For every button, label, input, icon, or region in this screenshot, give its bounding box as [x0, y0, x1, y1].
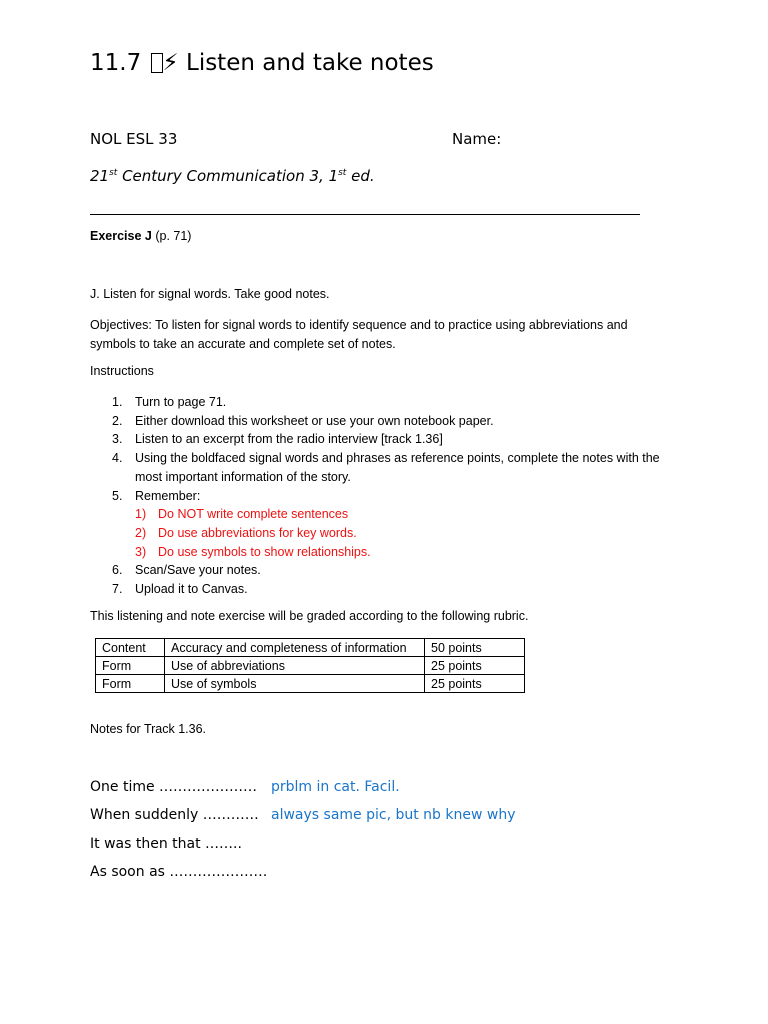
table-cell: 25 points [425, 675, 525, 693]
reminder-item [90, 543, 680, 562]
reminder-number: 3) [135, 544, 147, 559]
table-cell: Form [96, 657, 165, 675]
list-text: Upload it to Canvas. [135, 582, 248, 597]
list-item [90, 412, 680, 431]
table-cell: Content [96, 639, 165, 657]
title-text: Listen and take notes [186, 50, 434, 76]
reminder-text: Do use symbols to show relationships. [158, 544, 371, 559]
list-number: 3. [112, 432, 123, 447]
list-number: 5. [112, 488, 123, 503]
list-number: 6. [112, 563, 123, 578]
course-code: NOL ESL 33 [90, 130, 178, 148]
table-cell: Form [96, 675, 165, 693]
rubric-table [95, 638, 525, 693]
book-middle: Century Communication 3, 1 [117, 167, 339, 185]
name-label: Name: [452, 130, 502, 148]
table-cell: Use of abbreviations [165, 657, 425, 675]
reminder-number: 2) [135, 525, 147, 540]
notes-heading: Notes for Track 1.36. [90, 722, 207, 736]
instructions-label: Instructions [90, 364, 154, 378]
reminder-item [90, 505, 680, 524]
table-cell: Accuracy and completeness of information [165, 639, 425, 657]
list-text: Using the boldfaced signal words and phrases as reference points, complete the notes with the most important information of the story. [135, 451, 660, 484]
list-number: 4. [112, 451, 123, 466]
page-title [90, 48, 434, 78]
table-row [96, 639, 525, 657]
reminder-number: 1) [135, 507, 147, 522]
note-prompt: One time ………………… [90, 779, 258, 795]
list-text: Remember: [135, 488, 201, 503]
instructions-list [90, 393, 680, 599]
list-item [90, 449, 680, 486]
exercise-intro: J. Listen for signal words. Take good notes. [90, 287, 330, 301]
divider-line [90, 214, 640, 215]
book-sup-2: st [338, 168, 347, 178]
grading-text: This listening and note exercise will be graded according to the following rubric. [90, 609, 529, 623]
list-text: Scan/Save your notes. [135, 563, 261, 578]
lightning-icon: ⚡ [162, 50, 179, 76]
textbook-title [90, 167, 375, 185]
table-cell: 25 points [425, 657, 525, 675]
table-cell: 50 points [425, 639, 525, 657]
note-prompt: It was then that …….. [90, 836, 242, 852]
list-text: Either download this worksheet or use your own notebook paper. [135, 413, 494, 428]
table-row [96, 657, 525, 675]
note-prompt: As soon as ………………… [90, 864, 268, 880]
table-cell: Use of symbols [165, 675, 425, 693]
note-answer: prblm in cat. Facil. [271, 779, 400, 795]
list-text: Turn to page 71. [135, 395, 227, 409]
book-sup-1: st [109, 168, 118, 178]
list-item [90, 487, 680, 506]
list-number: 7. [112, 582, 123, 597]
objectives-text: Objectives: To listen for signal words to identify sequence and to practice using abbreviations and symbols to take an accurate and complete set of notes. [90, 318, 628, 351]
list-item [90, 580, 680, 599]
exercise-heading [90, 229, 191, 243]
list-item [90, 430, 680, 449]
list-text: Listen to an excerpt from the radio interview [track 1.36] [135, 432, 443, 447]
reminder-text: Do use abbreviations for key words. [158, 525, 357, 540]
table-row [96, 675, 525, 693]
exercise-page-ref: (p. 71) [151, 229, 192, 243]
exercise-label: Exercise J [90, 229, 152, 243]
reminder-text: Do NOT write complete sentences [158, 507, 349, 522]
book-prefix: 21 [90, 167, 110, 185]
note-prompt: When suddenly ………… [90, 807, 259, 823]
title-number: 11.7 [90, 50, 142, 76]
list-item [90, 561, 680, 580]
missing-glyph-box-icon [151, 53, 163, 73]
reminder-item [90, 524, 680, 543]
list-number: 1. [112, 395, 123, 409]
list-number: 2. [112, 413, 123, 428]
book-suffix: ed. [346, 167, 375, 185]
note-answer: always same pic, but nb knew why [271, 807, 516, 823]
list-item [90, 393, 680, 412]
